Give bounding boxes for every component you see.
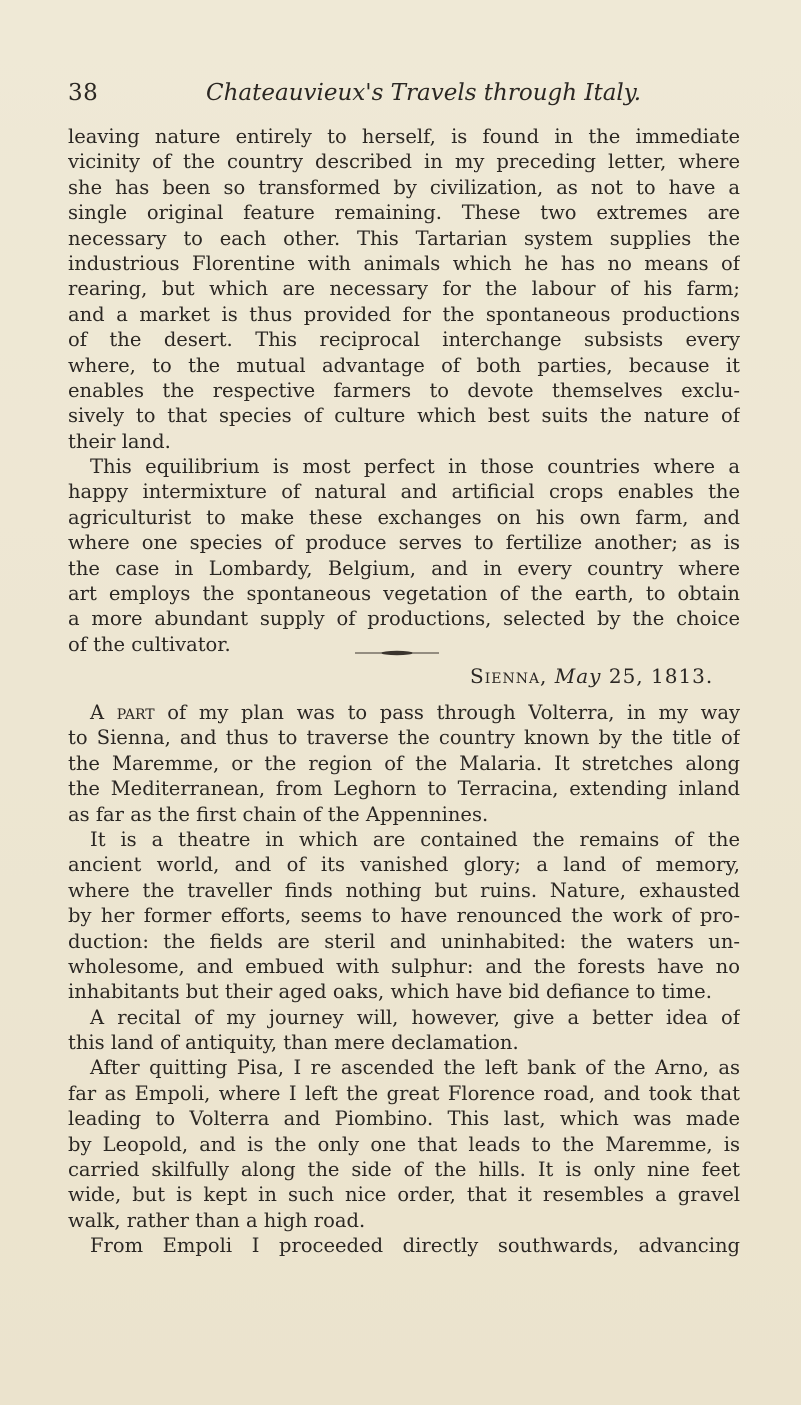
text-line: the Maremme, or the region of the Malaria. It stretches along xyxy=(68,751,740,775)
text-line: necessary to each other. This Tartarian system supplies the xyxy=(68,226,740,250)
text-line: walk, rather than a high road. xyxy=(68,1208,366,1232)
text-line: of the cultivator. xyxy=(68,632,231,656)
dateline-place: Sienna, xyxy=(470,664,548,688)
text-line xyxy=(68,700,740,725)
text-line: a more abundant supply of productions, selected by the choice xyxy=(68,607,740,631)
text-line: rearing, but which are necessary for the labour of his farm; xyxy=(68,277,740,301)
text-line: leading to Volterra and Piombino. This last, which was made xyxy=(68,1107,740,1131)
text-line: to Sienna, and thus to traverse the country known by the title of xyxy=(68,726,740,750)
body-text-bottom xyxy=(68,700,740,1259)
text-line: of the desert. This reciprocal interchange subsists every xyxy=(68,328,740,352)
text-line: carried skilfully along the side of the hills. It is only nine feet xyxy=(68,1158,740,1182)
text-line: by her former efforts, seems to have renounced the work of pro- xyxy=(68,904,740,928)
text-line: This equilibrium is most perfect in those countries where a xyxy=(90,455,740,479)
text-line: duction: the fields are steril and uninhabited: the waters un- xyxy=(68,929,740,953)
text-line: enables the respective farmers to devote themselves exclu- xyxy=(68,378,740,402)
text-line: she has been so transformed by civilization, as not to have a xyxy=(68,175,740,199)
section-separator-ornament xyxy=(355,650,439,656)
text-line: where, to the mutual advantage of both parties, because it xyxy=(68,353,740,377)
text-line: After quitting Pisa, I re ascended the left bank of the Arno, as xyxy=(90,1056,740,1080)
text-line: leaving nature entirely to herself, is found in the immediate xyxy=(68,125,740,148)
lead-words: A part xyxy=(90,701,155,724)
letter-dateline xyxy=(470,664,713,688)
text-line: wholesome, and embued with sulphur: and the forests have no xyxy=(68,954,740,978)
text-line: as far as the first chain of the Appennines. xyxy=(68,802,489,826)
running-title: Chateauvieux's Travels through Italy. xyxy=(206,80,642,106)
text-line: far as Empoli, where I left the great Florence road, and took that xyxy=(68,1081,740,1105)
text-line-rest: of my plan was to pass through Volterra, in my way xyxy=(154,701,740,724)
page-header xyxy=(68,80,728,110)
text-line: where the traveller finds nothing but ruins. Nature, exhausted xyxy=(68,878,740,902)
text-line: the Mediterranean, from Leghorn to Terracina, extending inland xyxy=(68,777,740,801)
text-line: industrious Florentine with animals which he has no means of xyxy=(68,251,740,275)
dateline-month: May xyxy=(554,664,602,688)
text-line: single original feature remaining. These two extremes are xyxy=(68,201,740,225)
dateline-day-year: 25, 1813. xyxy=(608,664,714,688)
text-line: and a market is thus provided for the spontaneous productions xyxy=(68,302,740,326)
text-line: where one species of produce serves to fertilize another; as is xyxy=(68,531,740,555)
text-line: sively to that species of culture which best suits the nature of xyxy=(68,404,740,428)
text-line: From Empoli I proceeded directly southwards, advancing xyxy=(90,1234,740,1258)
page-number: 38 xyxy=(68,80,99,106)
text-line: the case in Lombardy, Belgium, and in every country where xyxy=(68,556,740,580)
text-line: their land. xyxy=(68,429,171,453)
text-line: A recital of my journey will, however, give a better idea of xyxy=(90,1005,740,1029)
text-line: this land of antiquity, than mere declamation. xyxy=(68,1031,519,1055)
text-line: by Leopold, and is the only one that leads to the Maremme, is xyxy=(68,1132,740,1156)
text-line: It is a theatre in which are contained the remains of the xyxy=(90,827,740,851)
body-text-top xyxy=(68,124,740,657)
text-line: happy intermixture of natural and artificial crops enables the xyxy=(68,480,740,504)
text-line: vicinity of the country described in my preceding letter, where xyxy=(68,150,740,174)
text-line: art employs the spontaneous vegetation of the earth, to obtain xyxy=(68,582,740,606)
text-line: wide, but is kept in such nice order, that it resembles a gravel xyxy=(68,1183,740,1207)
text-line: agriculturist to make these exchanges on his own farm, and xyxy=(68,505,740,529)
text-line: inhabitants but their aged oaks, which have bid defiance to time. xyxy=(68,980,712,1004)
text-line: ancient world, and of its vanished glory; a land of memory, xyxy=(68,853,740,877)
